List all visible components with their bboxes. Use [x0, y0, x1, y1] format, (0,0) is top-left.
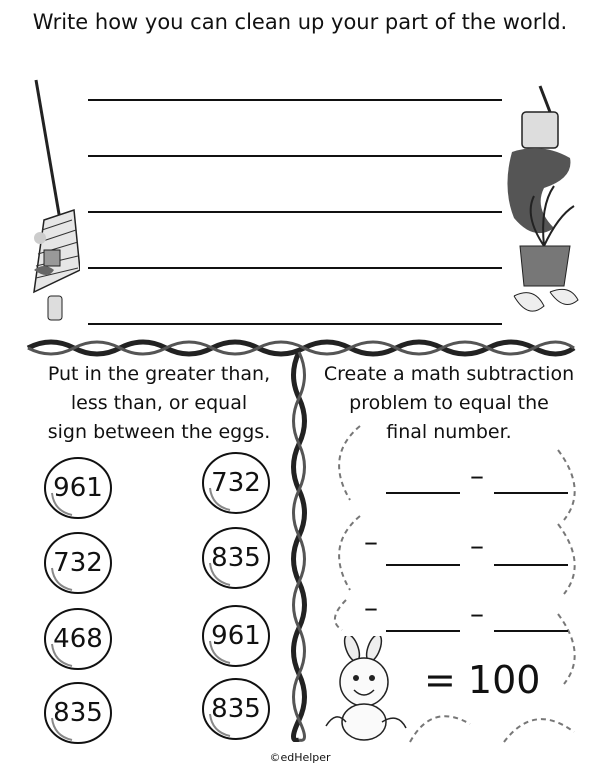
egg-number: 835 [53, 698, 103, 728]
egg [200, 676, 272, 742]
minus-sign: – [364, 525, 378, 558]
egg [42, 455, 114, 521]
blank-line[interactable] [494, 630, 568, 632]
egg [42, 680, 114, 746]
writing-line[interactable] [88, 267, 502, 269]
vertical-divider [288, 350, 310, 742]
blank-line[interactable] [386, 564, 460, 566]
blank-line[interactable] [494, 564, 568, 566]
broom-illustration [14, 70, 80, 330]
egg-number: 468 [53, 624, 103, 654]
egg [200, 450, 272, 516]
instruction-line: less than, or equal [70, 392, 248, 414]
instruction-line: final number. [386, 421, 512, 443]
egg-number: 961 [53, 473, 103, 503]
instruction-line: problem to equal the [349, 392, 549, 414]
instruction-line: Put in the greater than, [47, 363, 271, 385]
bunny-illustration [312, 636, 412, 746]
minus-sign: – [470, 529, 484, 562]
writing-line[interactable] [88, 323, 502, 325]
egg-number: 732 [211, 468, 261, 498]
egg [42, 530, 114, 596]
minus-sign: – [470, 459, 484, 492]
writing-line[interactable] [88, 211, 502, 213]
copyright: ©edHelper [269, 751, 331, 764]
blank-line[interactable] [494, 492, 568, 494]
egg-number: 835 [211, 694, 261, 724]
writing-line[interactable] [88, 155, 502, 157]
egg-number: 732 [53, 548, 103, 578]
egg-number: 835 [211, 543, 261, 573]
instruction-line: sign between the eggs. [47, 421, 271, 443]
egg [200, 525, 272, 591]
blank-line[interactable] [386, 630, 460, 632]
instruction-line: Create a math subtraction [323, 363, 575, 385]
blank-line[interactable] [386, 492, 460, 494]
left-instructions [28, 360, 290, 447]
minus-sign: – [364, 591, 378, 624]
egg [42, 606, 114, 672]
worksheet-title: Write how you can clean up your part of the world. [32, 10, 568, 34]
final-number: = 100 [424, 658, 541, 702]
writing-line[interactable] [88, 99, 502, 101]
paint-and-plant-illustration [500, 66, 584, 336]
minus-sign: – [470, 597, 484, 630]
egg-number: 961 [211, 621, 261, 651]
egg [200, 603, 272, 669]
